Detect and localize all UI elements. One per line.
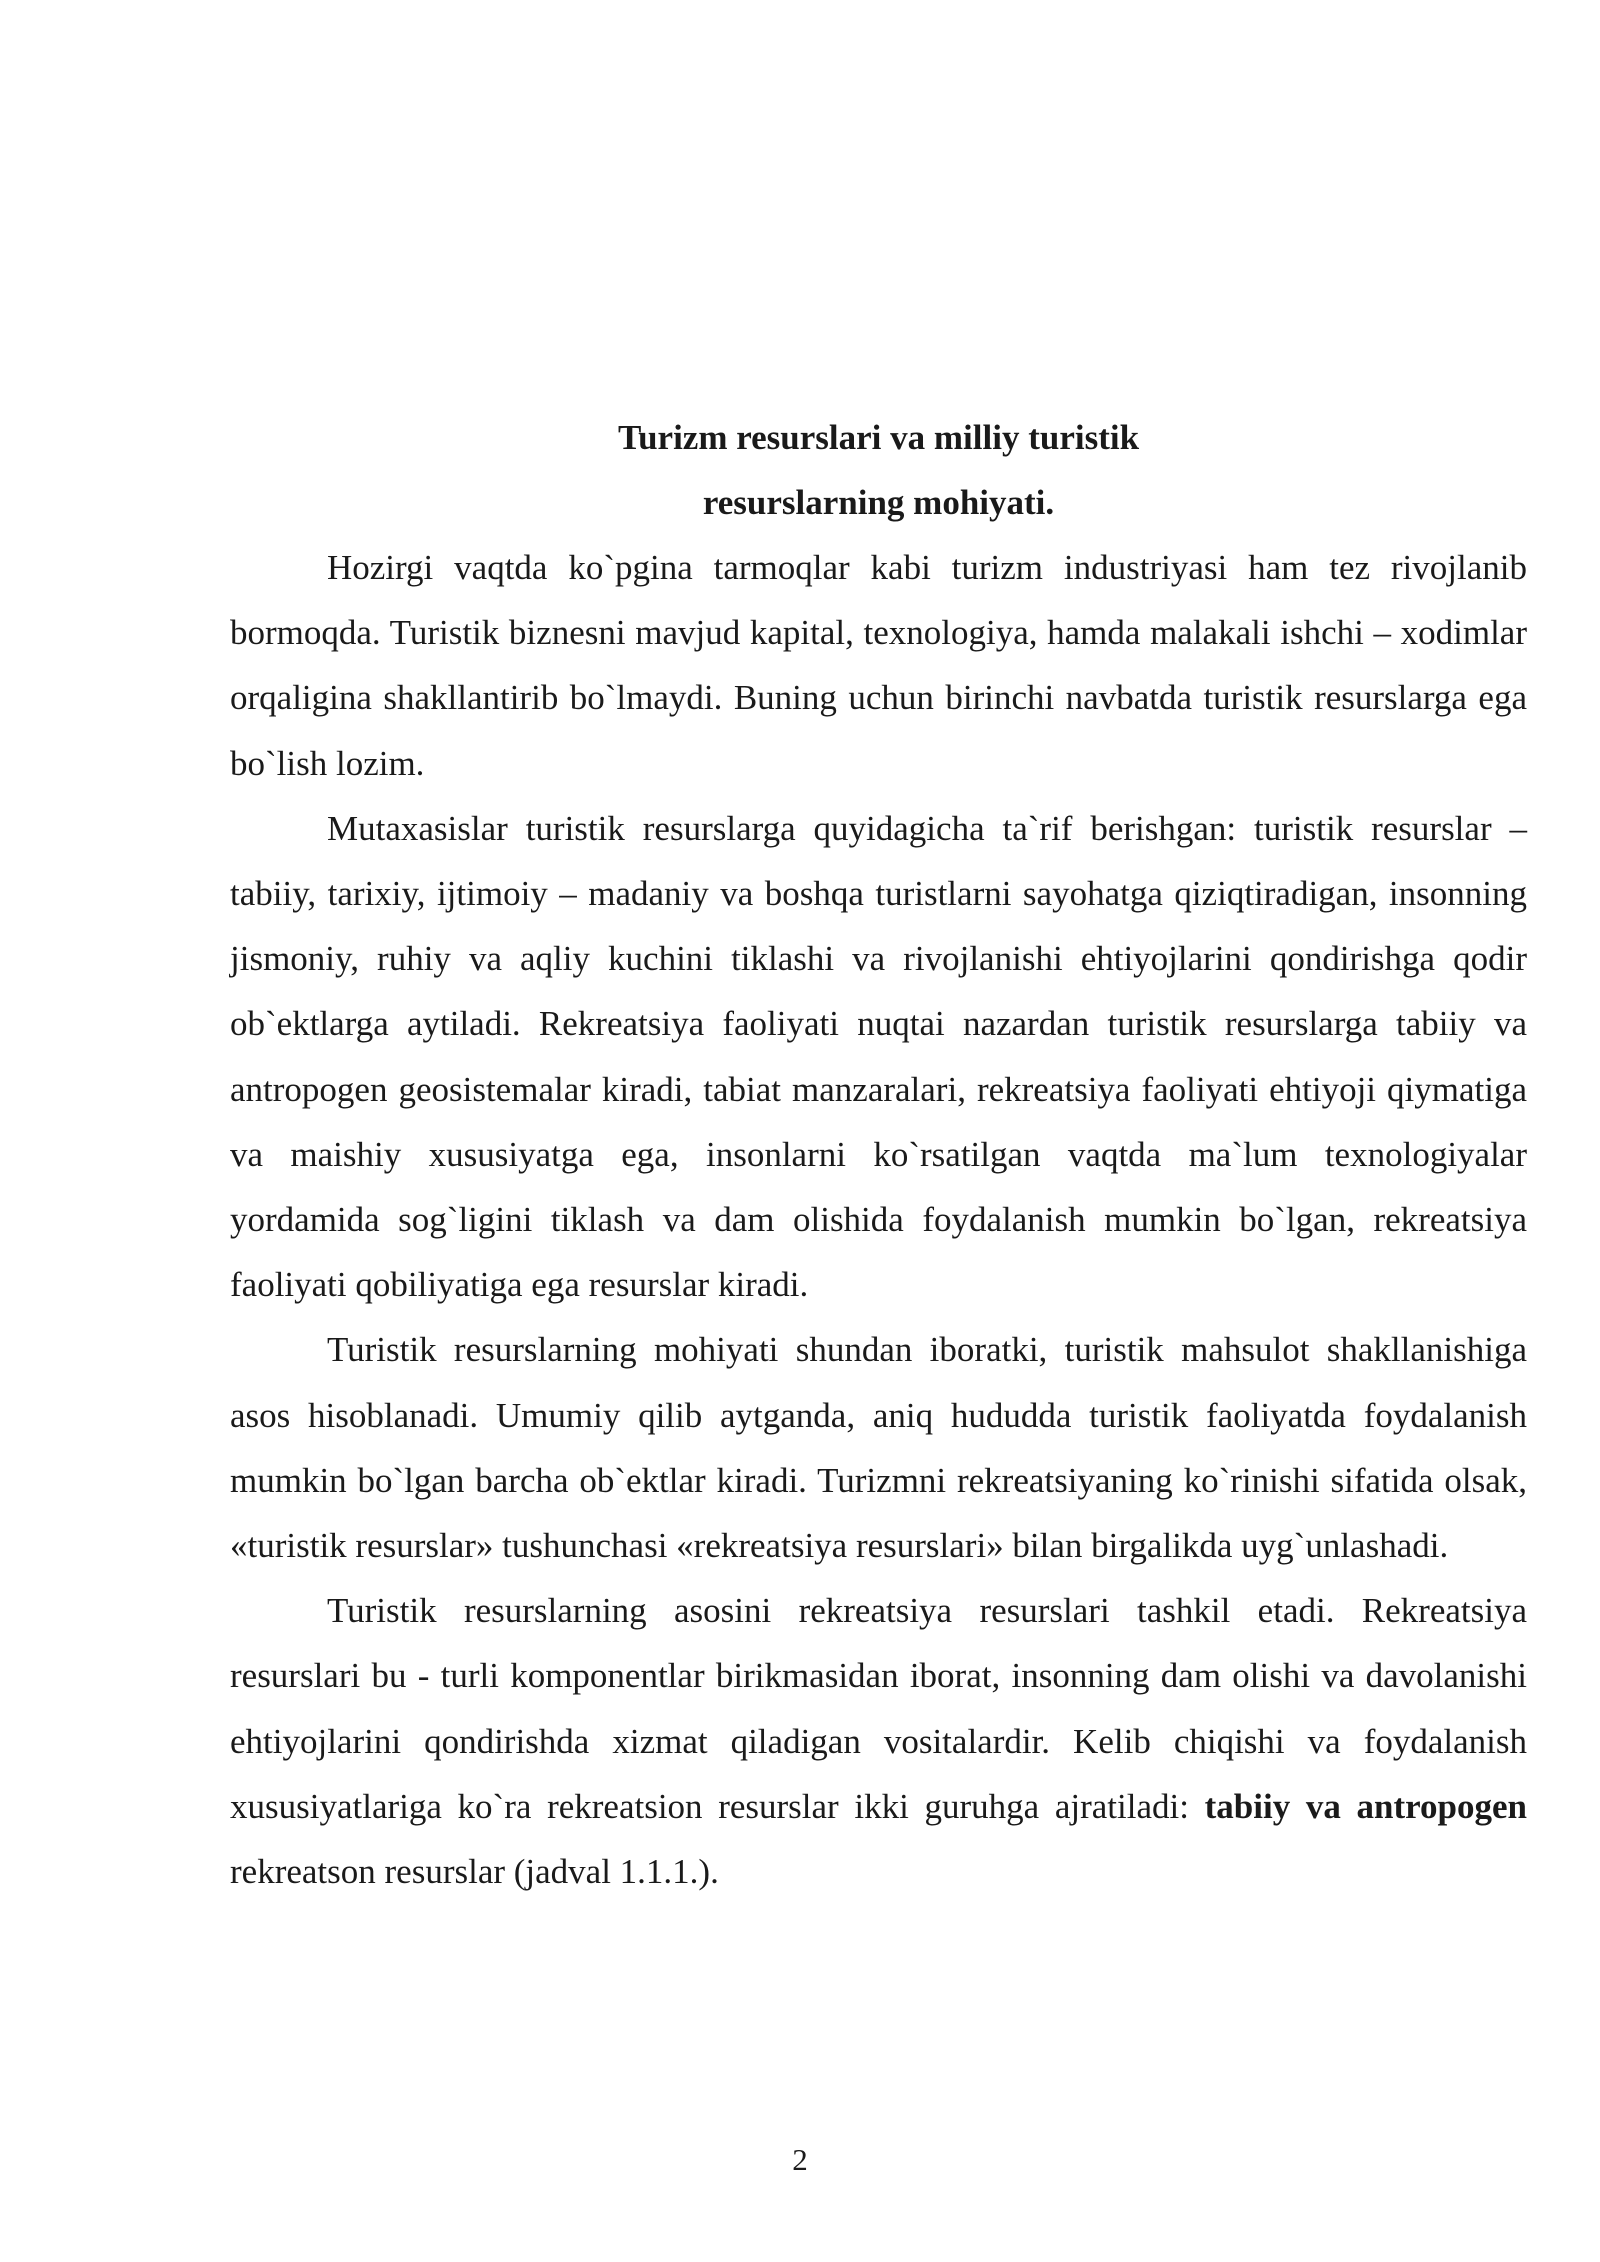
title-line-2: resurslarning mohiyati. xyxy=(702,483,1055,522)
title-line-1: Turizm resurslari va milliy turistik xyxy=(617,418,1140,457)
page-number: 2 xyxy=(792,2142,808,2177)
paragraph-2: Mutaxasislar turistik resurslarga quyidagicha ta`rif berishgan: turistik resurslar – tabiiy, tarixiy, ijtimoiy – madaniy va boshqa turistlarni sayohatga qiziqtiradigan, insonning jismoniy, ruhiy va aqliy kuchini tiklashi va rivojlanishi ehtiyojlarini qondirishga qodir ob`ektlarga aytiladi. Rekreatsiya faoliyati nuqtai nazardan turistik resurslarga tabiiy va antropogen geosistemalar kiradi, tabiat manzaralari, rekreatsiya faoliyati ehtiyoji qiymatiga va maishiy xususiyatga ega, insonlarni ko`rsatilgan vaqtda ma`lum texnologiyalar yordamida sog`ligini tiklash va dam olishida foydalanish mumkin bo`lgan, rekreatsiya faoliyati qobiliyatiga ega resurslar kiradi. xyxy=(230,808,1527,1305)
paragraph-4 xyxy=(230,1578,1527,1904)
paragraph-4-bold-text: tabiiy va antropogen xyxy=(1204,1786,1528,1826)
paragraph-3: Turistik resurslarning mohiyati shundan iboratki, turistik mahsulot shakllanishiga asos hisoblanadi. Umumiy qilib aytganda, aniq hududda turistik faoliyatda foydalanish mumkin bo`lgan barcha ob`ektlar kiradi. Turizmni rekreatsiyaning ko`rinishi sifatida olsak, «turistik resurslar» tushunchasi «rekreatsiya resurslari» bilan birgalikda uyg`unlashadi. xyxy=(230,1330,1527,1566)
paragraph-4-text-after: rekreatson resurslar (jadval 1.1.1.). xyxy=(230,1852,719,1892)
paragraph-4-text-before: Turistik resurslarning asosini rekreatsiya resurslari tashkil etadi. Rekreatsiya resurslari bu - turli komponentlar birikmasidan iborat, insonning dam olishi va davolanishi ehtiyojlarini qondirishda xizmat qiladigan vositalardir. Kelib chiqishi va foydalanish xususiyatlariga ko`ra rekreatsion resurslar ikki guruhga ajratiladi: xyxy=(230,1591,1527,1826)
page-body xyxy=(230,405,1527,1904)
page-title xyxy=(230,405,1527,535)
paragraph-1: Hozirgi vaqtda ko`pgina tarmoqlar kabi turizm industriyasi ham tez rivojlanib bormoqda. Turistik biznesni mavjud kapital, texnologiya, hamda malakali ishchi – xodimlar orqaligina shakllantirib bo`lmaydi. Buning uchun birinchi navbatda turistik resurslarga ega bo`lish lozim. xyxy=(230,548,1527,783)
